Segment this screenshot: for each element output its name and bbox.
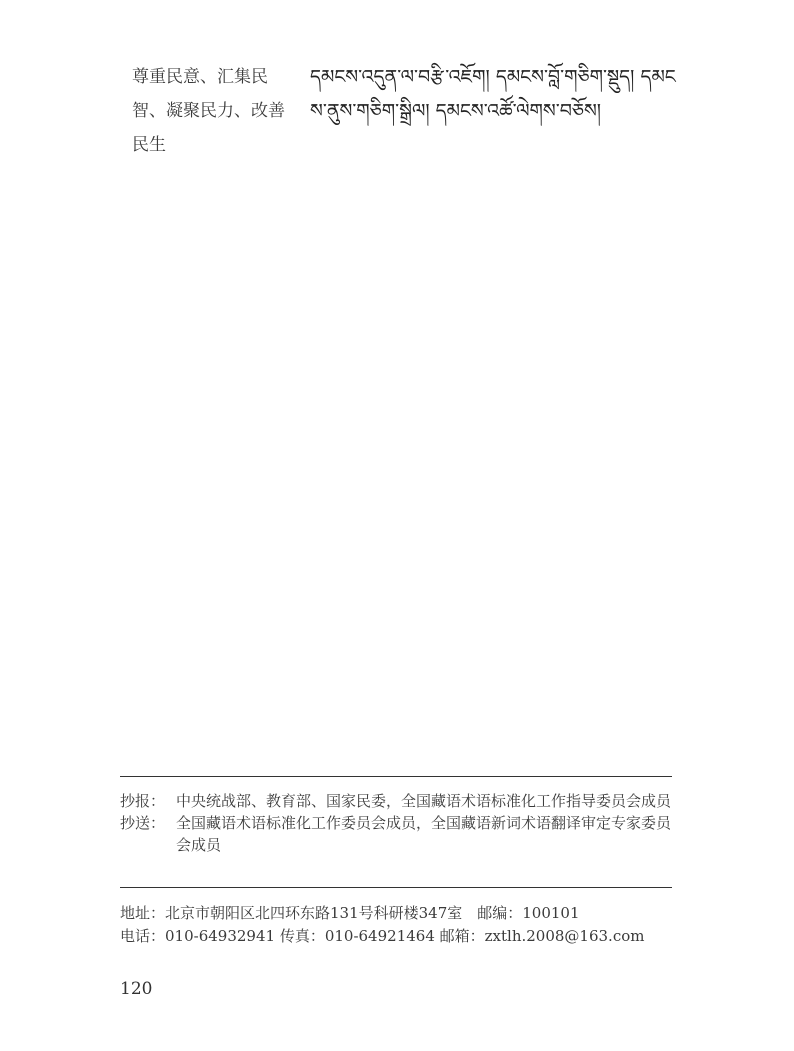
- contact-block: [120, 902, 672, 948]
- send-to-row: [120, 812, 672, 856]
- address-line: 地址：北京市朝阳区北四环东路131号科研楼347室 邮编：100101: [120, 904, 580, 922]
- send-to-label: 抄送：: [120, 814, 166, 832]
- footer-top-rule: [120, 776, 672, 777]
- page-number: 120: [120, 979, 153, 999]
- chinese-term: 尊重民意、汇集民智、凝聚民力、改善民生: [132, 67, 285, 155]
- phone-line: 电话：010-64932941 传真：010-64921464 邮箱：zxtlh.2008@163.com: [120, 927, 645, 945]
- footer-bottom-rule: [120, 887, 672, 888]
- distribution-block: [120, 790, 672, 856]
- report-to-label: 抄报：: [120, 792, 166, 810]
- report-to-row: [120, 790, 672, 812]
- tibetan-term: དམངས་འདུན་ལ་བརྩི་འཇོག། དམངས་བློ་གཅིག་སྡུད། དམངས་ནུས་གཅིག་སྒྲིལ། དམངས་འཚོ་ལེགས་བཅོས།: [310, 66, 676, 122]
- send-to-text: 全国藏语术语标准化工作委员会成员，全国藏语新词术语翻译审定专家委员会成员: [176, 814, 672, 854]
- report-to-text: 中央统战部、教育部、国家民委，全国藏语术语标准化工作指导委员会成员: [176, 792, 672, 810]
